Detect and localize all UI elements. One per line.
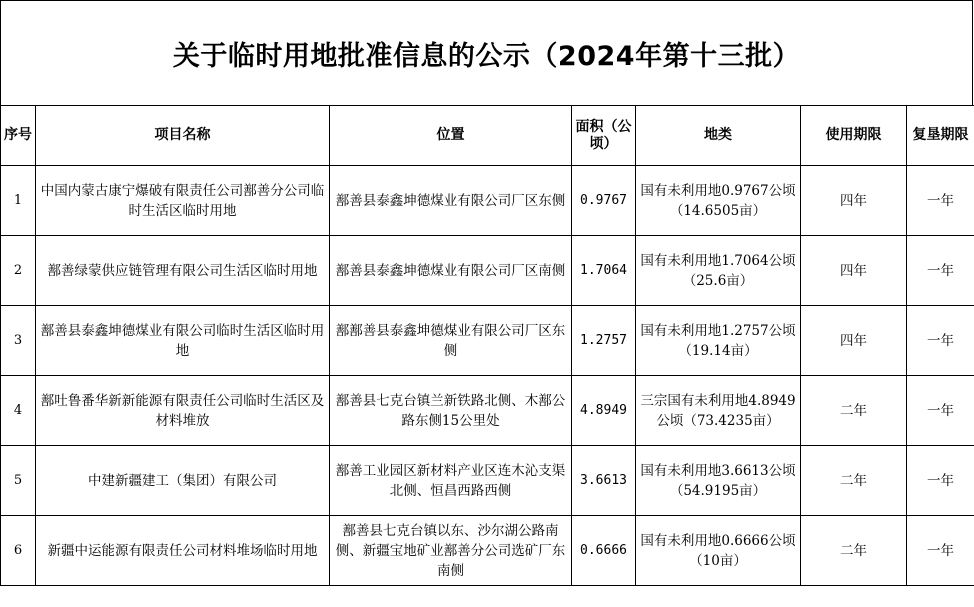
cell-land-type: 国有未利用地3.6613公顷（54.9195亩）: [636, 446, 801, 516]
cell-project: 新疆中运能源有限责任公司材料堆场临时用地: [36, 516, 330, 586]
cell-term: 二年: [801, 516, 907, 586]
cell-reclaim: 一年: [907, 376, 974, 446]
cell-location: 鄯善工业园区新材料产业区连木沁支渠北侧、恒昌西路西侧: [330, 446, 572, 516]
cell-project: 中国内蒙古康宁爆破有限责任公司鄯善分公司临时生活区临时用地: [36, 166, 330, 236]
cell-index: 4: [1, 376, 36, 446]
table-row: [1, 236, 974, 306]
cell-location: 鄯善县泰鑫坤德煤业有限公司厂区东侧: [330, 166, 572, 236]
cell-term: 四年: [801, 306, 907, 376]
table-row: [1, 166, 974, 236]
cell-land-type: 国有未利用地1.2757公顷（19.14亩）: [636, 306, 801, 376]
cell-index: 5: [1, 446, 36, 516]
cell-index: 1: [1, 166, 36, 236]
cell-project: 鄯善县泰鑫坤德煤业有限公司临时生活区临时用地: [36, 306, 330, 376]
table-row: [1, 446, 974, 516]
cell-reclaim: 一年: [907, 236, 974, 306]
cell-index: 6: [1, 516, 36, 586]
cell-area: 0.6666: [572, 516, 636, 586]
cell-project: 鄯吐鲁番华新新能源有限责任公司临时生活区及材料堆放: [36, 376, 330, 446]
cell-area: 1.2757: [572, 306, 636, 376]
cell-land-type: 国有未利用地0.9767公顷（14.6505亩）: [636, 166, 801, 236]
header-area: 面积（公顷）: [572, 106, 636, 166]
cell-location: 鄯善县七克台镇兰新铁路北侧、木鄯公路东侧15公里处: [330, 376, 572, 446]
cell-location: 鄯善县泰鑫坤德煤业有限公司厂区南侧: [330, 236, 572, 306]
table-header-row: [1, 106, 974, 166]
header-land-type: 地类: [636, 106, 801, 166]
cell-term: 四年: [801, 166, 907, 236]
cell-land-type: 国有未利用地1.7064公顷（25.6亩）: [636, 236, 801, 306]
cell-land-type: 三宗国有未利用地4.8949公顷（73.4235亩）: [636, 376, 801, 446]
cell-project: 中建新疆建工（集团）有限公司: [36, 446, 330, 516]
cell-term: 二年: [801, 376, 907, 446]
cell-area: 0.9767: [572, 166, 636, 236]
cell-reclaim: 一年: [907, 306, 974, 376]
cell-project: 鄯善绿蒙供应链管理有限公司生活区临时用地: [36, 236, 330, 306]
cell-location: 鄯鄯善县泰鑫坤德煤业有限公司厂区东侧: [330, 306, 572, 376]
table-row: [1, 306, 974, 376]
land-approval-table: [0, 105, 974, 586]
table-row: [1, 376, 974, 446]
cell-reclaim: 一年: [907, 446, 974, 516]
header-project: 项目名称: [36, 106, 330, 166]
header-term: 使用期限: [801, 106, 907, 166]
table-row: [1, 516, 974, 586]
cell-index: 2: [1, 236, 36, 306]
cell-area: 4.8949: [572, 376, 636, 446]
cell-term: 二年: [801, 446, 907, 516]
cell-location: 鄯善县七克台镇以东、沙尔湖公路南侧、新疆宝地矿业鄯善分公司选矿厂东南侧: [330, 516, 572, 586]
cell-term: 四年: [801, 236, 907, 306]
header-index: 序号: [1, 106, 36, 166]
cell-reclaim: 一年: [907, 166, 974, 236]
header-location: 位置: [330, 106, 572, 166]
cell-land-type: 国有未利用地0.6666公顷（10亩）: [636, 516, 801, 586]
title-box: [0, 0, 973, 106]
header-reclaim: 复垦期限: [907, 106, 974, 166]
page-title: 关于临时用地批准信息的公示（2024年第十三批）: [172, 41, 801, 72]
cell-area: 1.7064: [572, 236, 636, 306]
cell-area: 3.6613: [572, 446, 636, 516]
cell-reclaim: 一年: [907, 516, 974, 586]
cell-index: 3: [1, 306, 36, 376]
